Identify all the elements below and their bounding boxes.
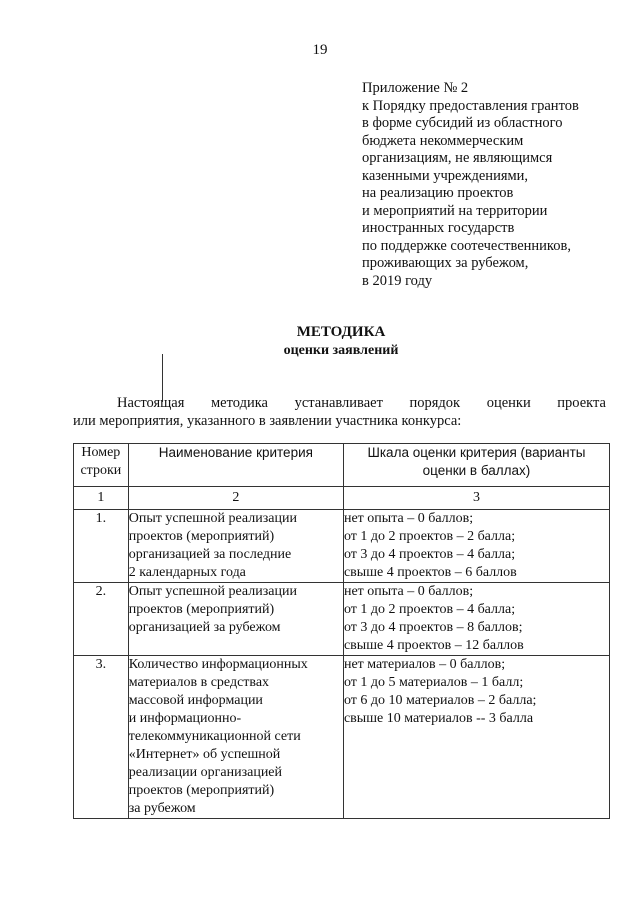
document-title: МЕТОДИКА — [296, 324, 386, 340]
appendix-line: по поддержке соотечественников, — [362, 237, 571, 254]
scale-cell: нет опыта – 0 баллов; от 1 до 2 проектов – 4 балла; от 3 до 4 проектов – 8 баллов; свыше 4 проектов – 12 баллов — [343, 583, 609, 656]
intro-line-1 — [73, 394, 606, 412]
row-number: 1. — [74, 510, 129, 583]
intro-word: Настоящая — [117, 395, 185, 411]
scale-cell: нет материалов – 0 баллов; от 1 до 5 материалов – 1 балл; от 6 до 10 материалов – 2 балла; свыше 10 материалов -- 3 балла — [343, 656, 609, 819]
criterion-cell: Опыт успешной реализации проектов (мероприятий) организацией за последние 2 календарных года — [128, 510, 343, 583]
criteria-table — [73, 443, 610, 819]
table-header-row — [74, 444, 610, 487]
column-number: 1 — [74, 487, 129, 510]
intro-word: проекта — [557, 395, 606, 411]
appendix-line: проживающих за рубежом, — [362, 255, 529, 271]
appendix-header — [362, 80, 632, 290]
criterion-cell: Количество информационных материалов в средствах массовой информации и информационно- телекоммуникационной сети «Интернет» об успешной реализации организацией проектов (мероприятий) за рубежом — [128, 656, 343, 819]
criterion-cell: Опыт успешной реализации проектов (мероприятий) организацией за рубежом — [128, 583, 343, 656]
page-number: 19 — [312, 42, 328, 58]
appendix-line: организациям, не являющимся — [362, 150, 553, 166]
intro-word: оценки — [486, 395, 531, 411]
column-number: 3 — [343, 487, 609, 510]
column-number: 2 — [128, 487, 343, 510]
row-number: 3. — [74, 656, 129, 819]
row-number: 2. — [74, 583, 129, 656]
intro-word: методика — [210, 395, 268, 411]
header-row-number: Номер строки — [74, 444, 129, 487]
appendix-line: в форме субсидий из областного — [362, 115, 563, 131]
appendix-line: к Порядку предоставления грантов — [362, 97, 579, 114]
scale-cell: нет опыта – 0 баллов; от 1 до 2 проектов – 2 балла; от 3 до 4 проектов – 4 балла; свыше 4 проектов – 6 баллов — [343, 510, 609, 583]
document-subtitle: оценки заявлений — [283, 343, 399, 358]
appendix-line: в 2019 году — [362, 272, 433, 289]
table-row — [74, 656, 610, 819]
table-row — [74, 583, 610, 656]
intro-paragraph — [73, 394, 606, 430]
appendix-line: и мероприятий на территории — [362, 202, 548, 219]
appendix-line: иностранных государств — [362, 220, 515, 236]
appendix-line: на реализацию проектов — [362, 185, 514, 201]
table-row — [74, 510, 610, 583]
intro-line-2: или мероприятия, указанного в заявлении участника конкурса: — [73, 413, 462, 429]
intro-word: порядок — [409, 395, 461, 411]
appendix-line: казенными учреждениями, — [362, 167, 529, 184]
intro-word: устанавливает — [294, 395, 383, 411]
column-number-row — [74, 487, 610, 510]
header-criterion-name: Наименование критерия — [128, 444, 343, 487]
header-score-scale: Шкала оценки критерия (варианты оценки в баллах) — [343, 444, 609, 487]
appendix-line: Приложение № 2 — [362, 80, 469, 96]
appendix-line: бюджета некоммерческим — [362, 132, 524, 149]
